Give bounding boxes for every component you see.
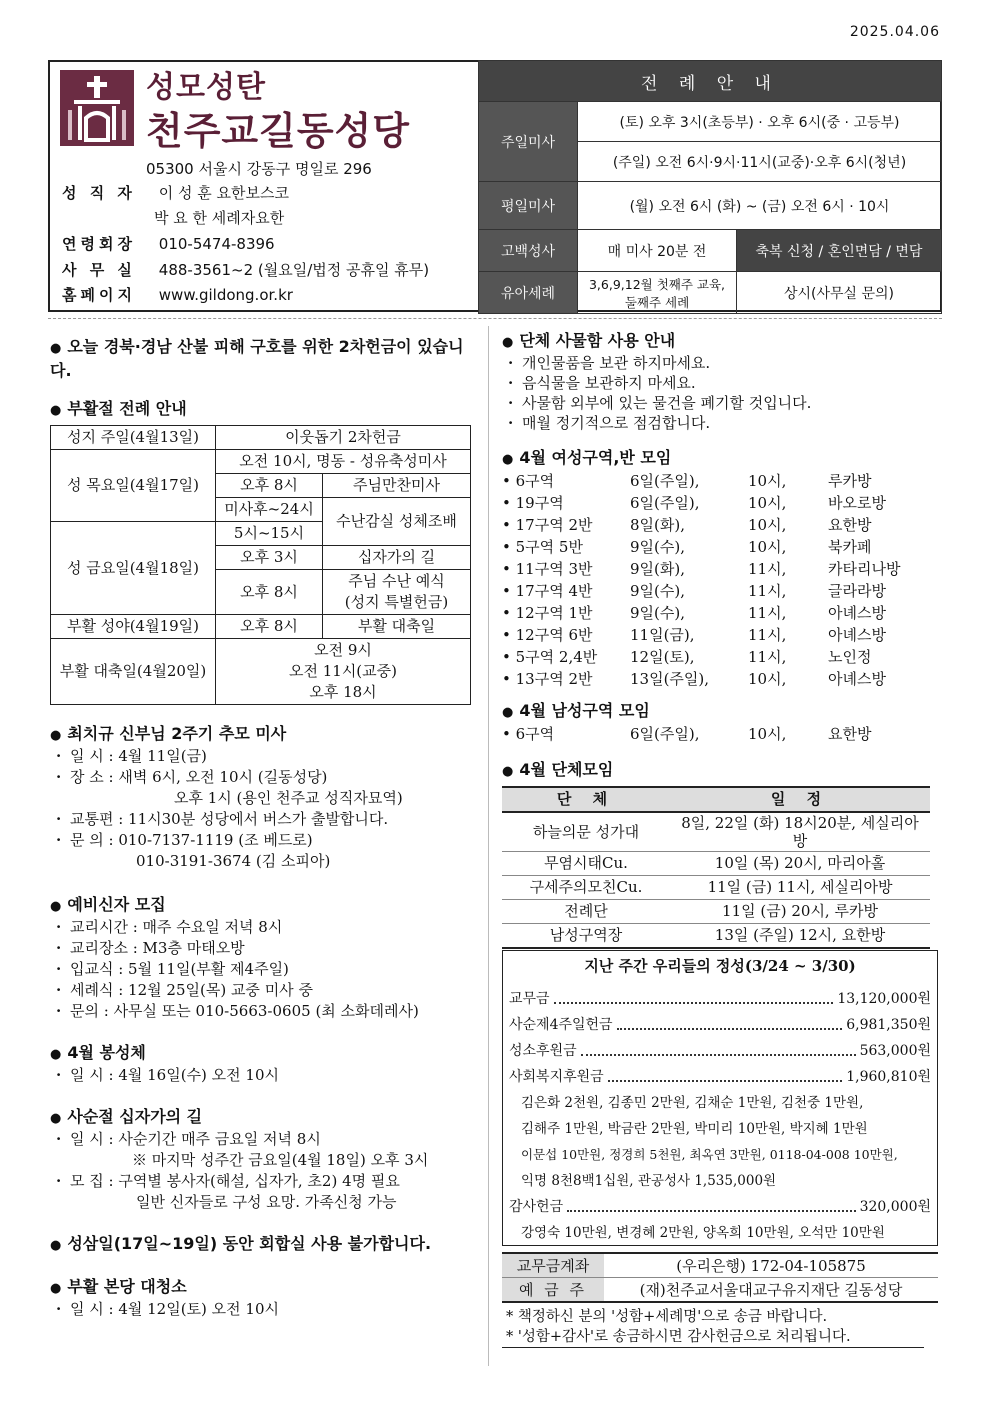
women-cell: 아녜스방	[828, 604, 886, 622]
holy-thursday: 성 목요일(4월17일)	[51, 450, 216, 522]
office-inquiry: 상시(사무실 문의)	[737, 272, 942, 314]
catechumen-title: ● 예비신자 모집	[50, 894, 475, 917]
group-schedule: 11일 (금) 11시, 세실리아방	[670, 876, 930, 900]
catechumen-item: · 문의 : 사무실 또는 010-5663-0605 (최 소화데레사)	[50, 1001, 475, 1022]
blessing-request: 축복 신청 / 혼인면담 / 면담	[737, 230, 942, 272]
easter-vigil-time: 오후 8시	[216, 615, 323, 639]
memorial-item: · 문 의 : 010-7137-1119 (조 베드로)	[50, 830, 475, 851]
good-friday-evening: 오후 8시	[216, 570, 323, 615]
group-meetings-title: ● 4월 단체모임	[502, 759, 938, 782]
sunday-mass-1: (토) 오후 3시(초등부) · 오후 6시(중 · 고등부)	[578, 102, 942, 142]
confession-label: 고백성사	[479, 230, 578, 272]
brand-subtitle: 성모성탄	[146, 70, 266, 105]
holy-thursday-after: 미사후~24시	[216, 498, 323, 522]
women-cell: 11시,	[748, 560, 787, 578]
offering-box	[502, 950, 938, 1246]
priest-2: 박 요 한 세례자요한	[154, 209, 285, 227]
stations-item: · 모 집 : 구역별 봉사자(해설, 십자가, 초2) 4명 필요	[50, 1171, 475, 1192]
group-schedule: 11일 (금) 20시, 루카방	[670, 900, 930, 924]
group-meetings-table	[502, 786, 930, 949]
women-cell: 아녜스방	[828, 670, 886, 688]
memorial-item: · 일 시 : 4월 11일(금)	[50, 746, 475, 767]
memorial-item: 010-3191-3674 (김 소피아)	[136, 852, 331, 870]
weekday-mass: (월) 오전 6시 (화) ~ (금) 오전 6시 · 10시	[578, 182, 942, 230]
group-name: 구세주의모친Cu.	[502, 876, 670, 900]
holy-thursday-1: 오전 10시, 명동 - 성유축성미사	[216, 450, 471, 474]
women-meetings-title: ● 4월 여성구역,반 모임	[502, 447, 938, 470]
catechumen-item: · 세례식 : 12월 25일(목) 교중 미사 중	[50, 980, 475, 1001]
women-cell: • 12구역 6반	[502, 626, 593, 644]
holy-thursday-time: 오후 8시	[216, 474, 323, 498]
locker-title: ● 단체 사물함 사용 안내	[502, 330, 938, 353]
liturgy-table-wrap	[478, 60, 942, 312]
memorial-item: 오후 1시 (용인 천주교 성직자묘역)	[174, 789, 403, 807]
group-name: 남성구역장	[502, 924, 670, 949]
locker-item: · 개인물품을 보관 하지마세요.	[502, 353, 938, 373]
catechumen-item: · 교리장소 : M3층 마태오방	[50, 938, 475, 959]
women-cell: • 11구역 3반	[502, 560, 593, 578]
offering-label: 성소후원금	[509, 1043, 577, 1059]
easter-sunday: 부활 대축일(4월20일)	[51, 639, 216, 705]
group-schedule: 10일 (목) 20시, 마리아홀	[670, 852, 930, 876]
palm-sunday: 성지 주일(4월13일)	[51, 426, 216, 450]
women-cell: • 17구역 4반	[502, 582, 593, 600]
weekday-mass-label: 평일미사	[479, 182, 578, 230]
welfare-donors: 이문섭 10만원, 정경희 5천원, 최옥연 3만원, 0118-04-008 10만원,	[521, 1147, 898, 1162]
thanks-offering-row	[503, 1194, 937, 1220]
church-logo	[60, 70, 134, 146]
priest-row	[62, 182, 289, 203]
office-row	[62, 259, 429, 280]
women-cell: • 19구역	[502, 494, 564, 512]
men-meetings-title: ● 4월 남성구역 모임	[502, 700, 938, 723]
women-cell: • 6구역	[502, 472, 555, 490]
homepage-link[interactable]: www.gildong.or.kr	[158, 286, 293, 304]
sunday-mass-label: 주일미사	[479, 102, 578, 182]
offering-label: 사순제4주일헌금	[509, 1017, 613, 1033]
offering-label: 교무금	[509, 991, 550, 1007]
thanks-donors: 강영숙 10만원, 변경혜 2만원, 양옥희 10만원, 오석만 10만원	[521, 1225, 885, 1241]
men-cell: 10시,	[748, 725, 787, 743]
liturgy-title: 전 례 안 내	[479, 61, 942, 102]
welfare-donors: 김은화 2천원, 김종민 2만원, 김채순 1만원, 김천중 1만원,	[521, 1095, 864, 1111]
right-column	[502, 326, 938, 949]
women-cell: • 5구역 2,4반	[502, 648, 598, 666]
women-cell: 9일(수),	[630, 538, 685, 556]
stations-item: · 일 시 : 사순기간 매주 금요일 저녁 8시	[50, 1129, 475, 1150]
women-cell: 10시,	[748, 516, 787, 534]
infant-baptism-info: 3,6,9,12월 첫째주 교육, 둘째주 세례	[578, 272, 737, 314]
women-cell: 13일(주일),	[630, 670, 710, 688]
group-name: 전례단	[502, 900, 670, 924]
liturgy-table	[478, 60, 942, 314]
homepage-label: 홈페이지	[62, 286, 136, 304]
offering-row	[503, 986, 937, 1012]
group-name: 하늘의문 성가대	[502, 812, 670, 852]
stations-item: ※ 마지막 성주간 금요일(4월 18일) 오후 3시	[132, 1151, 429, 1169]
priest-1: 이 성 훈 요한보스코	[158, 184, 290, 202]
sunday-mass-2: (주일) 오전 6시·9시·11시(교중)·오후 6시(청년)	[578, 142, 942, 182]
passion-rite: 주님 수난 예식	[348, 572, 445, 590]
women-cell: 루카방	[828, 472, 872, 490]
welfare-donors: 김해주 1만원, 박금란 2만원, 박미리 10만원, 박지혜 1만원	[521, 1121, 868, 1137]
women-cell: 아녜스방	[828, 626, 886, 644]
women-cell: • 12구역 1반	[502, 604, 593, 622]
easter-mass-1: 오전 9시	[314, 641, 372, 659]
chair-label: 연령회장	[62, 235, 136, 253]
women-cell: 글라라방	[828, 582, 886, 600]
easter-vigil-mass: 부활 대축일	[323, 615, 471, 639]
transfer-note: * 책정하신 분의 '성함+세례명'으로 송금 바랍니다.	[506, 1309, 828, 1325]
women-cell: 11시,	[748, 626, 787, 644]
easter-mass-3: 오후 18시	[309, 683, 377, 701]
women-cell: 6일(주일),	[630, 472, 700, 490]
easter-mass-2: 오전 11시(교중)	[288, 662, 397, 680]
group-col-header: 단 체	[502, 787, 670, 812]
office-label: 사 무 실	[62, 261, 136, 279]
women-cell: 10시,	[748, 538, 787, 556]
confession-time: 매 미사 20분 전	[578, 230, 737, 272]
palm-sunday-info: 이웃돕기 2차헌금	[216, 426, 471, 450]
stations-title: ● 사순절 십자가의 길	[50, 1106, 475, 1129]
women-cell: 9일(수),	[630, 604, 685, 622]
catechumen-item: · 교리시간 : 매주 수요일 저녁 8시	[50, 917, 475, 938]
men-cell: 6일(주일),	[630, 725, 700, 743]
account-holder: (재)천주교서울대교구유지재단 길동성당	[639, 1281, 903, 1299]
priest-label: 성 직 자	[62, 184, 136, 202]
women-cell: 9일(수),	[630, 582, 685, 600]
offering-row	[503, 1038, 937, 1064]
women-cell: 10시,	[748, 472, 787, 490]
women-cell: • 5구역 5반	[502, 538, 583, 556]
cleaning-title: ● 부활 본당 대청소	[50, 1276, 475, 1299]
women-cell: 6일(주일),	[630, 494, 700, 512]
church-address: 05300 서울시 강동구 명일로 296	[146, 160, 372, 178]
group-schedule: 13일 (주일) 12시, 요한방	[670, 924, 930, 949]
women-cell: 11시,	[748, 604, 787, 622]
offering-amount: 6,981,350원	[846, 1017, 931, 1033]
women-cell: 8일(화),	[630, 516, 685, 534]
easter-table	[50, 425, 471, 705]
column-separator	[488, 326, 489, 1366]
notice-fire-relief: ● 오늘 경북·경남 산불 피해 구호를 위한 2차헌금이 있습니다.	[50, 336, 475, 382]
offering-amount: 563,000원	[859, 1043, 931, 1059]
holder-label: 예 금 주	[502, 1278, 604, 1303]
men-meetings-list	[502, 723, 938, 745]
women-cell: 10시,	[748, 670, 787, 688]
chair-row	[62, 233, 275, 254]
communion-title: ● 4월 봉성체	[50, 1042, 475, 1065]
women-cell: 12일(토),	[630, 648, 695, 666]
schedule-col-header: 일 정	[670, 787, 930, 812]
women-cell: 바오로방	[828, 494, 886, 512]
men-cell: • 6구역	[502, 725, 555, 743]
women-cell: 북카페	[828, 538, 872, 556]
offering-label: 사회복지후원금	[509, 1069, 604, 1085]
group-schedule: 8일, 22일 (화) 18시20분, 세실리아방	[670, 812, 930, 852]
women-cell: • 17구역 2반	[502, 516, 593, 534]
office-phone: 488-3561~2 (월요일/법정 공휴일 휴무)	[158, 261, 430, 279]
holy-thursday-mass: 주님만찬미사	[323, 474, 471, 498]
women-cell: 카타리나방	[828, 560, 901, 578]
cleaning-item: · 일 시 : 4월 12일(토) 오전 10시	[50, 1299, 475, 1320]
triduum-notice: ● 성삼일(17일~19일) 동안 회합실 사용 불가합니다.	[50, 1233, 475, 1256]
locker-item: · 사물함 외부에 있는 물건을 폐기할 것입니다.	[502, 393, 938, 413]
left-column	[50, 326, 475, 1320]
stations-item: 일반 신자들로 구성 요망. 가족신청 가능	[136, 1193, 397, 1211]
communion-item: · 일 시 : 4월 16일(수) 오전 10시	[50, 1065, 475, 1086]
group-name: 무염시태Cu.	[502, 852, 670, 876]
offering-label: 감사헌금	[509, 1199, 564, 1215]
locker-item: · 음식물을 보관하지 마세요.	[502, 373, 938, 393]
locker-item: · 매월 정기적으로 점검합니다.	[502, 413, 938, 433]
good-friday-time: 오후 3시	[216, 546, 323, 570]
easter-vigil: 부활 성야(4월19일)	[51, 615, 216, 639]
offering-amount: 320,000원	[859, 1199, 931, 1215]
easter-title: ● 부활절 전례 안내	[50, 398, 475, 421]
women-cell: 요한방	[828, 516, 872, 534]
good-friday: 성 금요일(4월18일)	[51, 522, 216, 615]
offering-amount: 13,120,000원	[837, 991, 931, 1007]
holy-land-collection: (성지 특별헌금)	[344, 593, 449, 611]
offering-title: 지난 주간 우리들의 정성(3/24 ~ 3/30)	[584, 957, 856, 975]
women-cell: 노인정	[828, 648, 872, 666]
women-meetings-list	[502, 470, 938, 690]
memorial-item: · 교통편 : 11시30분 성당에서 버스가 출발합니다.	[50, 809, 475, 830]
account-section	[502, 1252, 938, 1348]
infant-baptism-label: 유아세례	[479, 272, 578, 314]
divider	[48, 318, 942, 319]
welfare-donors: 익명 8천8백1십원, 관공성사 1,535,000원	[521, 1173, 777, 1189]
catechumen-item: · 입교식 : 5월 11일(부활 제4주일)	[50, 959, 475, 980]
women-cell: 11시,	[748, 648, 787, 666]
adoration: 수난감실 성체조배	[323, 498, 471, 546]
bulletin-date: 2025.04.06	[849, 24, 940, 40]
offering-amount: 1,960,810원	[846, 1069, 931, 1085]
transfer-note: * '성함+감사'로 송금하시면 감사헌금으로 처리됩니다.	[502, 1327, 924, 1348]
women-cell: 11시,	[748, 582, 787, 600]
offering-row	[503, 1012, 937, 1038]
account-number: (우리은행) 172-04-105875	[676, 1257, 866, 1275]
men-cell: 요한방	[828, 725, 872, 743]
memorial-title: ● 최치규 신부님 2주기 추모 미사	[50, 723, 475, 746]
offering-row	[503, 1064, 937, 1090]
stations-of-cross: 십자가의 길	[323, 546, 471, 570]
brand-title: 천주교길동성당	[146, 109, 410, 153]
chair-phone: 010-5474-8396	[158, 235, 275, 253]
homepage-row	[62, 284, 293, 305]
women-cell: 11일(금),	[630, 626, 695, 644]
account-label: 교무금계좌	[502, 1253, 604, 1278]
good-friday-1: 5시~15시	[216, 522, 323, 546]
women-cell: 10시,	[748, 494, 787, 512]
memorial-item: · 장 소 : 새벽 6시, 오전 10시 (길동성당)	[50, 767, 475, 788]
women-cell: 9일(화),	[630, 560, 685, 578]
women-cell: • 13구역 2반	[502, 670, 593, 688]
